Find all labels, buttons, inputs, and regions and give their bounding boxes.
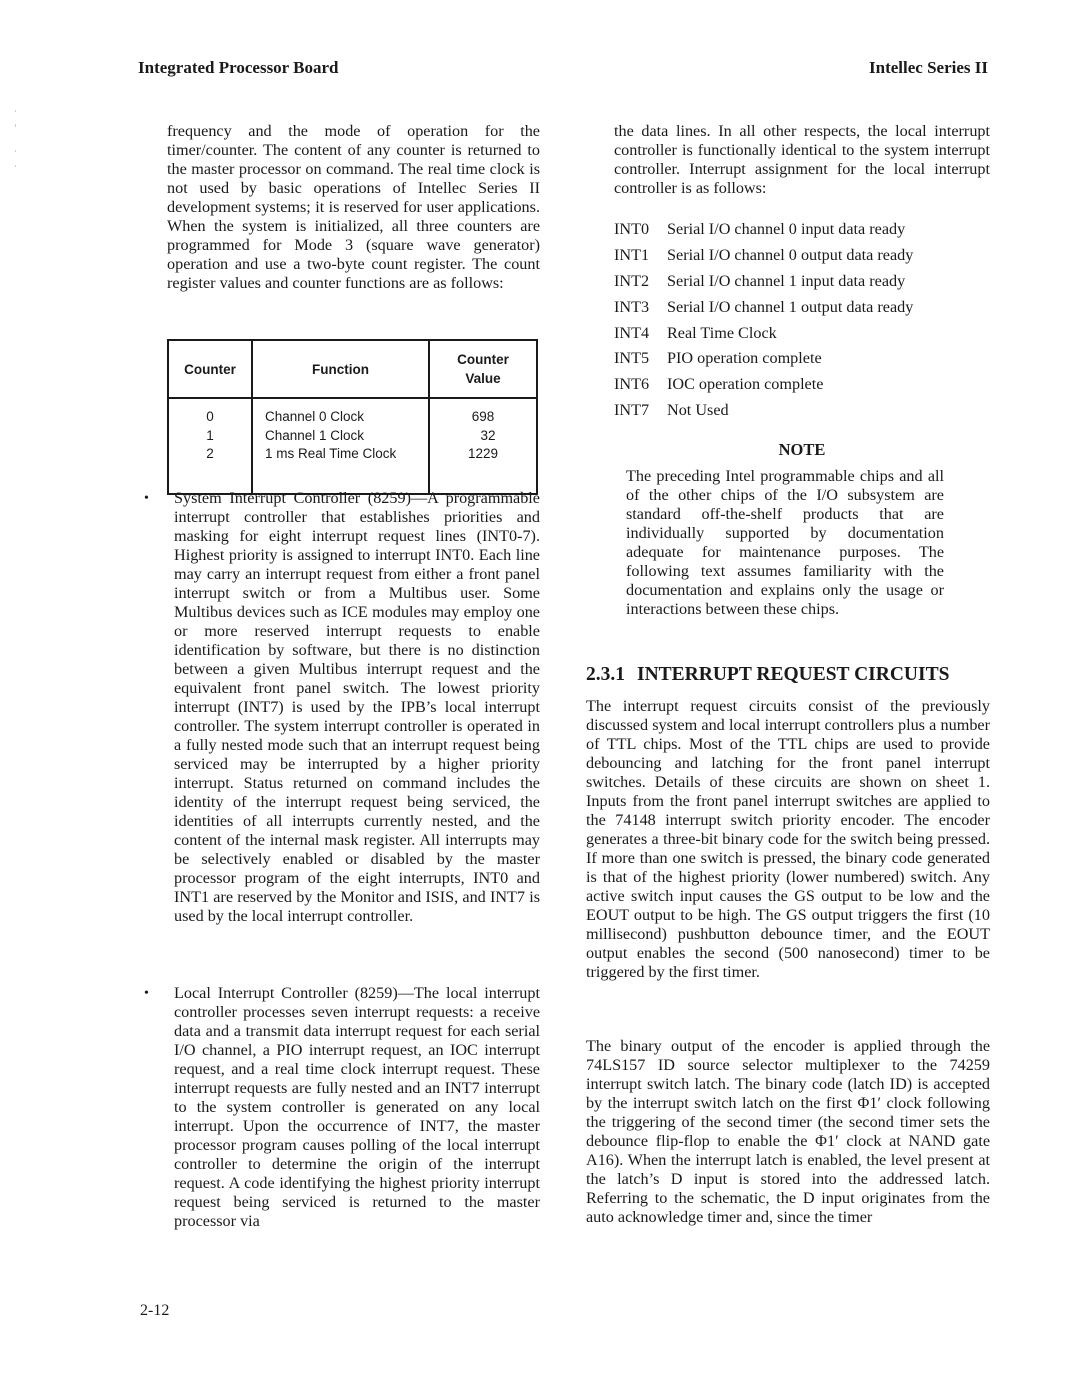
table-body-row	[169, 398, 536, 493]
left-column-intro	[167, 122, 540, 293]
table-cell: 1 ms Real Time Clock	[265, 446, 397, 461]
value-column	[429, 398, 536, 493]
interrupt-description: Not Used	[667, 401, 729, 420]
interrupt-code: INT7	[614, 401, 650, 420]
intro-paragraph: frequency and the mode of operation for the timer/counter. The content of any counter is returned to the master processor on command. The real time clock is not used by basic operations of Intellec Series II development systems; it is reserved for user applications. When the system is initialized, all three counters are programmed for Mode 3 (square wave generator) operation and use a two-byte count register. The count register values and counter functions are as follows:	[167, 122, 540, 292]
interrupt-description: PIO operation complete	[667, 349, 822, 368]
table-cell: 32	[480, 427, 496, 443]
interrupt-description: Serial I/O channel 0 output data ready	[667, 245, 914, 264]
interrupt-code: INT0	[614, 220, 650, 238]
header-function: Function	[252, 341, 429, 398]
interrupt-code: INT3	[614, 297, 650, 316]
list-item	[614, 324, 913, 350]
interrupt-description: Real Time Clock	[667, 323, 777, 342]
function-column	[252, 398, 429, 493]
list-item	[614, 220, 913, 246]
interrupt-code: INT4	[614, 323, 650, 342]
running-head-right: Intellec Series II	[869, 58, 988, 77]
section-number: 2.3.1	[586, 664, 625, 685]
note-body	[626, 467, 944, 619]
counter-table-grid	[169, 341, 536, 493]
list-item	[614, 375, 913, 401]
section-paragraph-2	[586, 1037, 990, 1227]
bullet-text: System Interrupt Controller (8259)—A programmable interrupt controller that establishes priorities and masking for eight interrupt request lines (INT0-7). Highest priority is assigned to interrupt INT0. Each line may carry an interrupt request from either a front panel interrupt switch or from a Multibus user. Some Multibus devices such as ICE modules may employ one or more reserved interrupt requests to enable identification by software, but there is no distinction between a given Multibus interrupt request and the equivalent front panel switch. The lowest priority interrupt (INT7) is used by the IPB’s local interrupt controller. The system interrupt controller is operated in a fully nested mode such that an interrupt request being serviced may be interrupted by a higher priority interrupt. Status returned on command includes the identity of the interrupt request being serviced, the identities of all interrupts currently nested, and the content of the internal mask register. All interrupts may be selectively enabled or disabled by the master processor program of the eight interrupts, INT0 and INT1 are reserved by the Monitor and ISIS, and INT7 is used by the local interrupt controller.	[174, 489, 540, 925]
list-item	[614, 401, 913, 427]
table-cell: 2	[206, 446, 214, 461]
interrupt-code: INT1	[614, 245, 650, 264]
table-header-row	[169, 341, 536, 398]
table-cell: Channel 0 Clock	[265, 409, 365, 424]
interrupt-assignment-list	[614, 220, 913, 427]
table-cell: Channel 1 Clock	[265, 427, 365, 443]
scan-artifact	[15, 165, 16, 167]
interrupt-description: Serial I/O channel 1 input data ready	[667, 271, 906, 290]
scan-artifact	[15, 125, 16, 127]
interrupt-code: INT6	[614, 375, 650, 394]
header-value-line1: Counter	[457, 352, 509, 367]
right-column-continuation	[614, 122, 990, 198]
note-title: NOTE	[778, 440, 826, 459]
section-paragraph-1	[586, 697, 990, 982]
continuation-paragraph: the data lines. In all other respects, the local interrupt controller is functionally identical to the system interrupt controller. Interrupt assignment for the local interrupt controller is as follows:	[614, 122, 990, 197]
bullet-text: Local Interrupt Controller (8259)—The local interrupt controller processes seven interrupt requests: a receive data and a transmit data interrupt request for each serial I/O channel, a PIO interrupt request, an IOC interrupt request, and a real time clock interrupt request. These interrupt requests are fully nested and an INT7 interrupt to the system controller is generated on any local interrupt. Upon the occurrence of INT7, the master processor program causes polling of the local interrupt controller to determine the origin of the interrupt request. A code identifying the highest priority interrupt request being serviced is returned to the master processor via	[174, 984, 540, 1230]
interrupt-description: IOC operation complete	[667, 375, 824, 394]
list-item	[614, 298, 913, 324]
interrupt-description: Serial I/O channel 0 input data ready	[667, 220, 906, 238]
section-text: The binary output of the encoder is applied through the 74LS157 ID source selector multiplexer to the 74259 interrupt switch latch. The binary code (latch ID) is accepted by the interrupt switch latch on the first Φ1′ clock following the triggering of the second timer (the second timer sets the debounce flip-flop to enable the Φ1′ clock at NAND gate A16). When the interrupt latch is enabled, the level present at the latch’s D input is stored into the addressed latch. Referring to the schematic, the D input originates from the auto acknowledge timer and, since the timer	[586, 1037, 990, 1226]
header-counter: Counter	[169, 341, 252, 398]
table-cell: 0	[206, 409, 214, 424]
section-heading	[586, 664, 949, 686]
table-cell: 698	[471, 409, 495, 424]
list-item	[614, 272, 913, 298]
bullet-local-interrupt-controller	[144, 984, 540, 1231]
table-cell: 1229	[467, 446, 499, 461]
bullet-system-interrupt-controller	[144, 489, 540, 926]
bullet-icon: •	[144, 491, 149, 506]
running-head-left: Integrated Processor Board	[138, 58, 339, 77]
interrupt-code: INT2	[614, 271, 650, 290]
section-title: INTERRUPT REQUEST CIRCUITS	[637, 664, 950, 685]
header-value-line2: Value	[465, 371, 501, 386]
table-cell: 1	[206, 427, 214, 443]
scan-artifact	[15, 150, 16, 152]
header-counter-value	[429, 341, 536, 398]
interrupt-code: INT5	[614, 349, 650, 368]
bullet-icon: •	[144, 986, 149, 1001]
page-number: 2-12	[140, 1302, 170, 1319]
interrupt-description: Serial I/O channel 1 output data ready	[667, 297, 914, 316]
counter-column	[169, 398, 252, 493]
counter-table	[167, 339, 538, 495]
section-text: The interrupt request circuits consist of the previously discussed system and local interrupt controllers plus a number of TTL chips. Most of the TTL chips are used to provide debouncing and latching for the front panel interrupt switches. Details of these circuits are shown on sheet 1. Inputs from the front panel interrupt switches are applied to the 74148 interrupt switch priority encoder. The encoder generates a three-bit binary code for the switch being pressed. If more than one switch is pressed, the binary code generated is that of the highest priority (lower numbered) switch. Any active switch input causes the GS output to be low and the EOUT output to be high. The GS output triggers the first (10 millisecond) pushbutton debounce timer, and the EOUT output enables the second (500 nanosecond) timer to be triggered by the first timer.	[586, 697, 990, 981]
list-item	[614, 349, 913, 375]
scan-artifact	[15, 110, 16, 112]
note-text: The preceding Intel programmable chips and all of the other chips of the I/O subsystem are standard off-the-shelf products that are individually supported by documentation adequate for maintenance purposes. The following text assumes familiarity with the documentation and explains only the usage or interactions between these chips.	[626, 467, 944, 618]
list-item	[614, 246, 913, 272]
